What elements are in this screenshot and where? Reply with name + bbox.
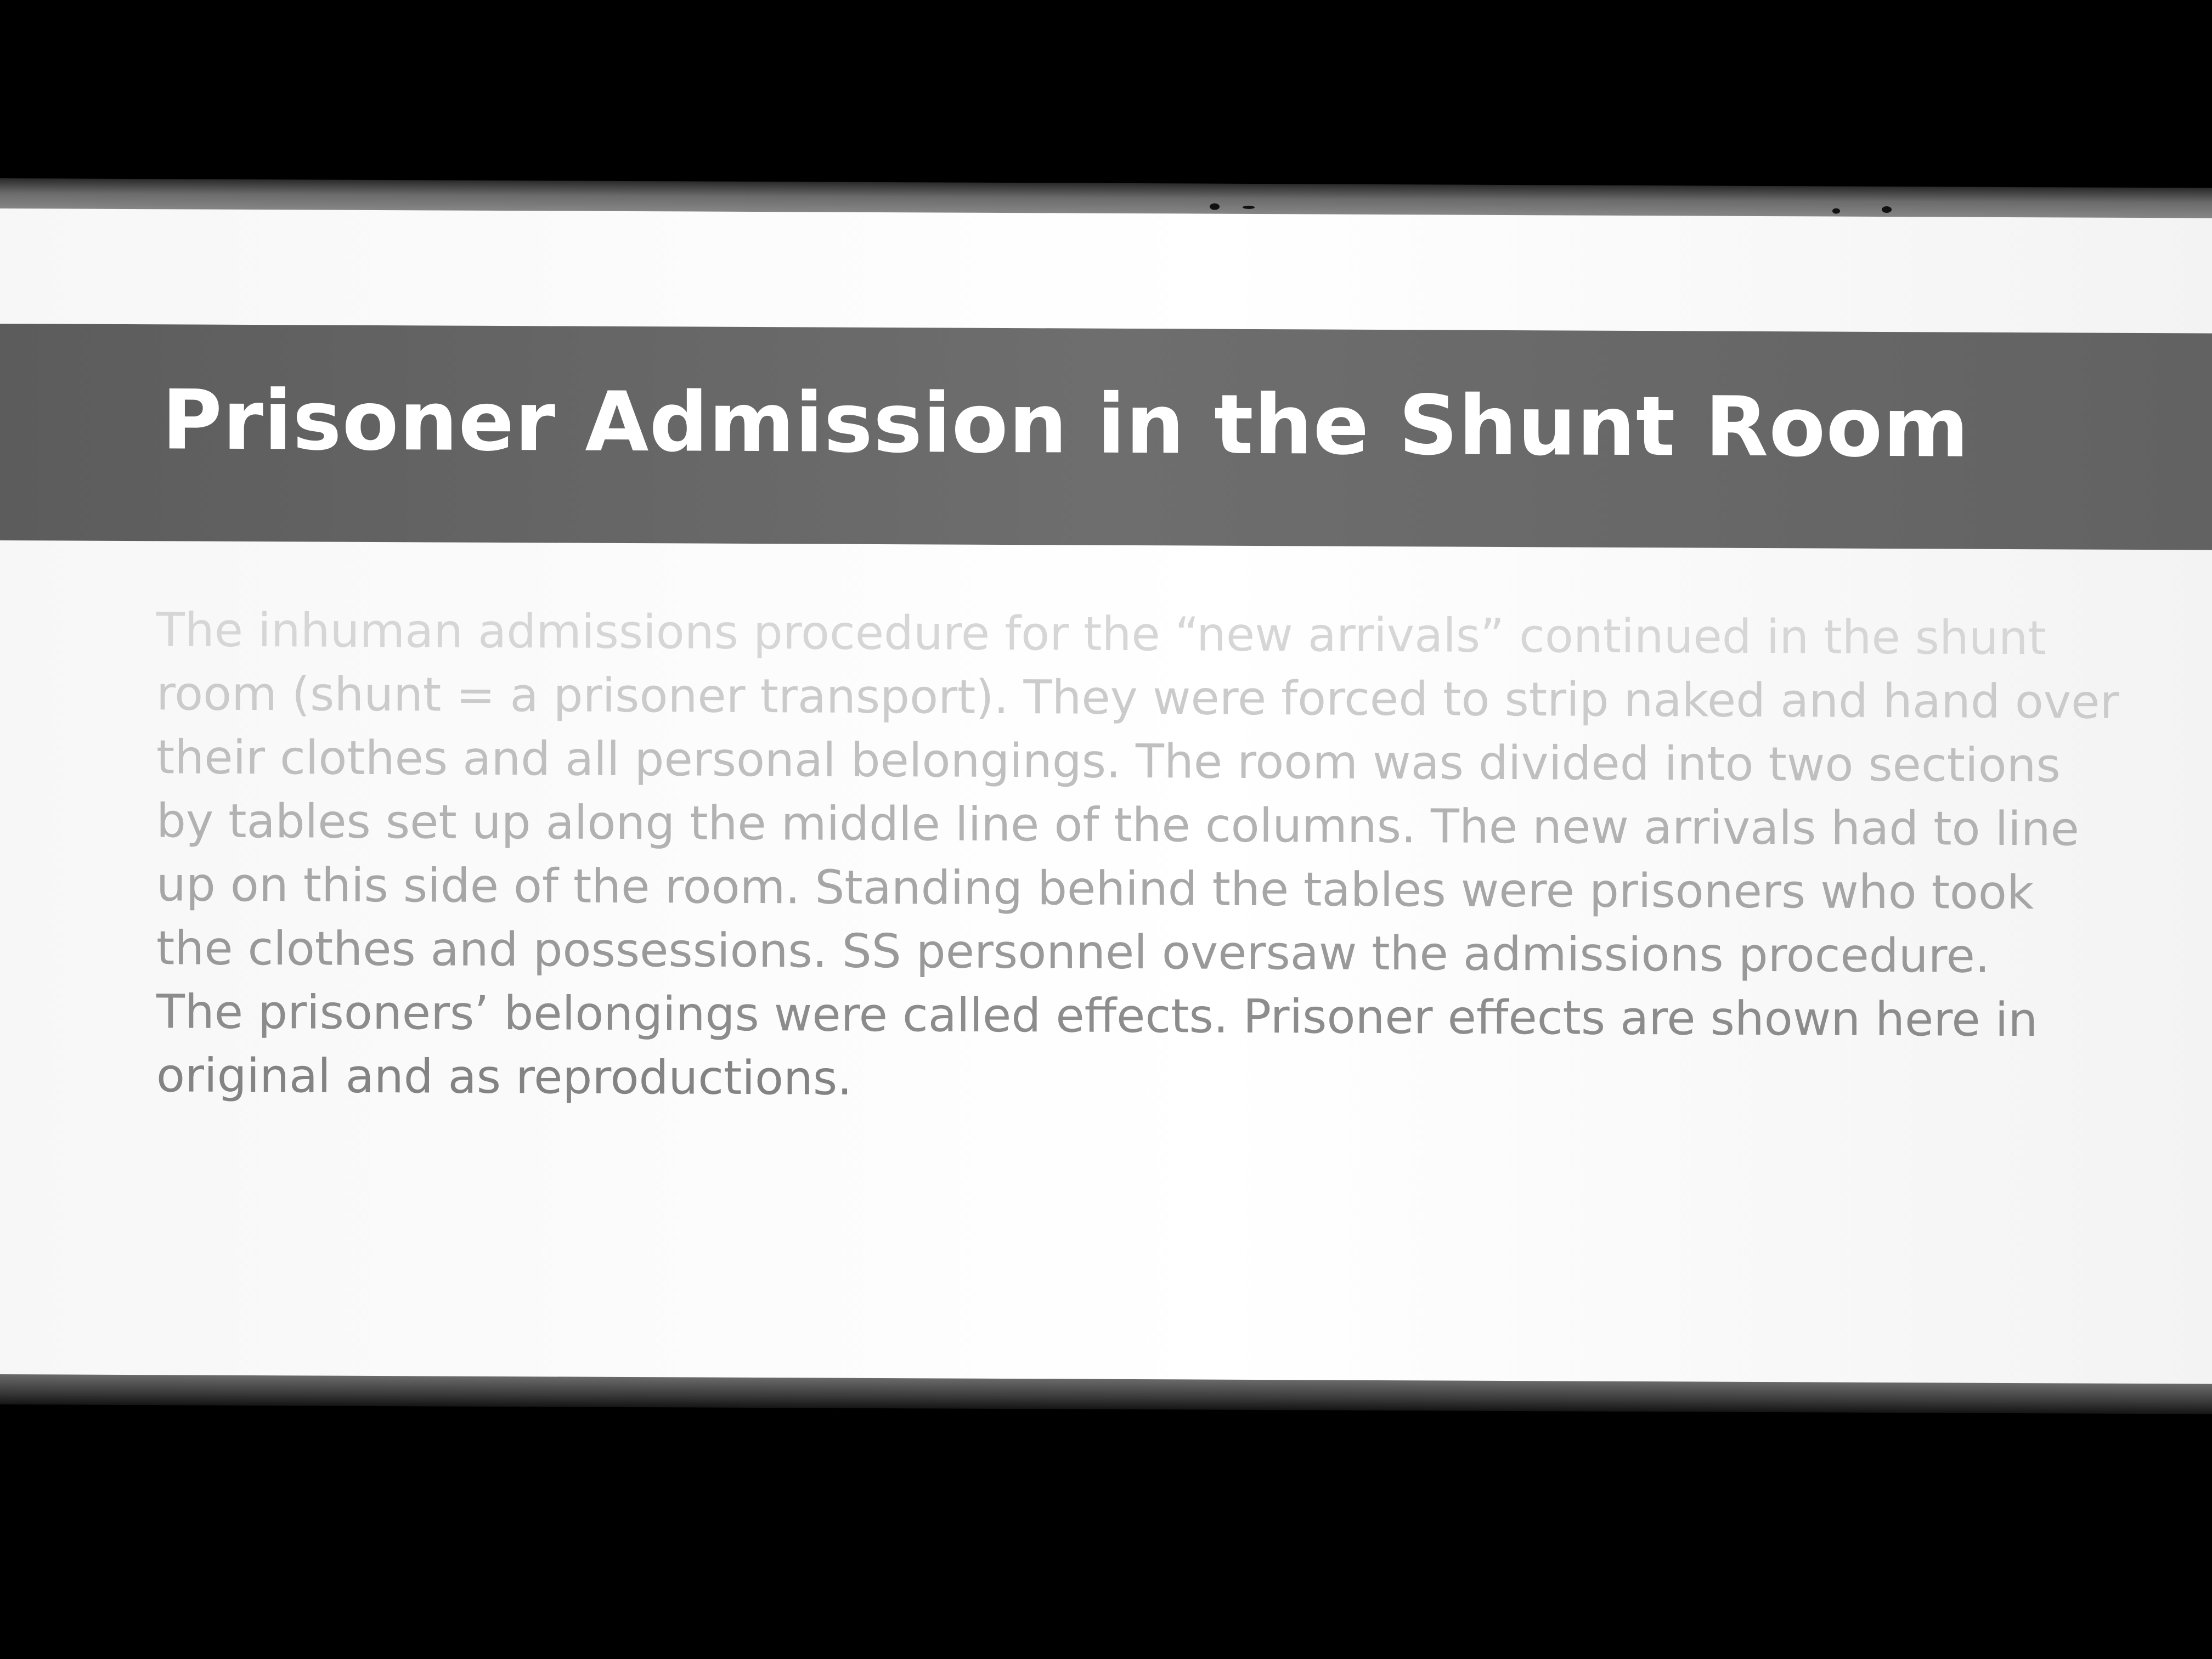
body-line: by tables set up along the middle line of the columns. The new arrivals had to line bbox=[156, 794, 2079, 857]
body-line: room (shunt = a prisoner transport). They were forced to strip naked and hand over bbox=[156, 667, 2119, 730]
title-bar bbox=[0, 324, 2212, 550]
body-line: original and as reproductions. bbox=[156, 1048, 853, 1106]
body-line: their clothes and all personal belongings. The room was divided into two sections bbox=[156, 730, 2061, 793]
rivet bbox=[1832, 208, 1840, 214]
sign-title: Prisoner Admission in the Shunt Room bbox=[162, 373, 1970, 476]
rivet bbox=[1882, 206, 1892, 213]
sign-panel bbox=[0, 208, 2212, 1390]
body-line: the clothes and possessions. SS personnel oversaw the admissions procedure. bbox=[156, 921, 1990, 984]
body-line: The inhuman admissions procedure for the “new arrivals” continued in the shunt bbox=[156, 603, 2046, 666]
body-line: up on this side of the room. Standing behind the tables were prisoners who took bbox=[156, 857, 2034, 921]
sign-body-text bbox=[156, 599, 2186, 1116]
rivet bbox=[1210, 204, 1220, 210]
body-line: The prisoners’ belongings were called effects. Prisoner effects are shown here in bbox=[156, 985, 2038, 1048]
rivet bbox=[1243, 206, 1255, 209]
